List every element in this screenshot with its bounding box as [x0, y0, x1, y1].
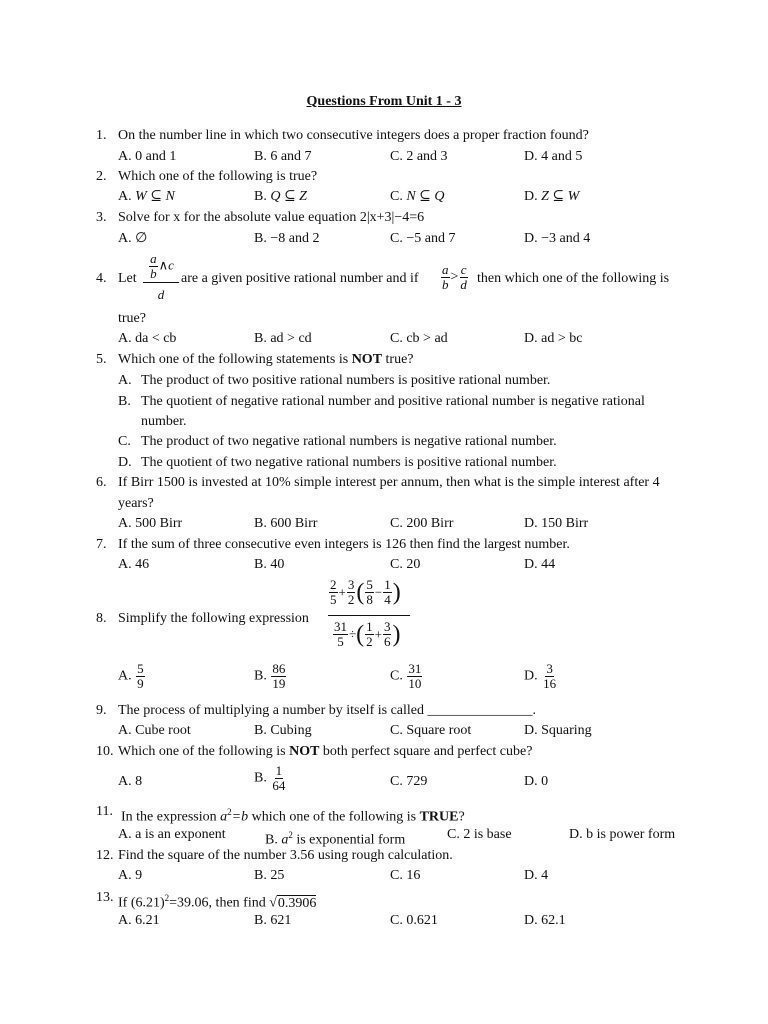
option-d: D. 62.1 [524, 913, 566, 928]
option-a: A. 0 and 1 [118, 149, 177, 164]
option-b: B. Cubing [254, 723, 312, 738]
page-title: Questions From Unit 1 - 3 [306, 94, 462, 109]
main-fraction-bar [328, 615, 410, 616]
frac-num: 3 [546, 661, 553, 676]
radicand: 0.3906 [277, 895, 317, 911]
option-a [118, 188, 175, 206]
option-label: A. [118, 668, 132, 684]
frac-den: 8 [366, 592, 373, 607]
open-paren: ( [356, 621, 365, 648]
fraction [271, 662, 286, 691]
equation: 2|x+3|−4=6 [359, 210, 425, 225]
fraction-c-d [459, 263, 468, 292]
option-c-label: C. [118, 434, 131, 449]
frac-num: 3 [383, 619, 391, 634]
close-paren: ) [392, 579, 401, 606]
option-d: D. −3 and 4 [524, 231, 591, 246]
fraction [271, 764, 286, 793]
question-text [121, 803, 465, 827]
option-d: D. 150 Birr [524, 516, 589, 531]
question-text: The process of multiplying a number by itself is called _______________. [118, 703, 536, 718]
option-a: A. 6.21 [118, 913, 160, 928]
option-c [390, 188, 445, 206]
option-c: C. Square root [390, 723, 472, 738]
frac-den: 10 [408, 676, 422, 691]
option-a [118, 662, 146, 691]
option-d: D. 0 [524, 774, 549, 789]
text-pre: Which one of the following is [118, 744, 290, 759]
exponent: 2 [227, 807, 232, 817]
divide-sign: ÷ [349, 626, 357, 642]
option-text: is exponential form [296, 832, 406, 848]
text-bold: TRUE [419, 809, 459, 825]
text-pre: In the expression [121, 809, 217, 825]
complex-numerator [328, 578, 401, 607]
question-number: 3. [96, 210, 107, 225]
inequality [440, 263, 469, 292]
option-c: C. cb > ad [390, 331, 448, 346]
option-a: A. a is an exponent [118, 827, 226, 842]
frac-den: 6 [383, 634, 391, 649]
question-text: On the number line in which two consecutive integers does a proper fraction found? [118, 128, 589, 143]
option-label: D. [524, 189, 542, 204]
question-number: 1. [96, 128, 107, 143]
fraction [383, 578, 392, 607]
option-label: B. [254, 770, 267, 786]
option-c [390, 662, 423, 691]
option-b-label: B. [118, 394, 131, 409]
question-number: 12. [96, 848, 114, 863]
question-text [118, 209, 424, 227]
option-b: B. 6 and 7 [254, 149, 312, 164]
wedge-c: ∧c [158, 257, 174, 273]
complex-denominator [332, 620, 400, 649]
option-d [524, 662, 558, 691]
question-number: 2. [96, 169, 107, 184]
question-prefix: Solve for x for the absolute value equation [118, 210, 357, 225]
fraction-a-b [441, 263, 450, 292]
math-a: a [281, 832, 289, 848]
option-d-label: D. [118, 455, 132, 470]
question-text-cont: true? [118, 311, 146, 326]
frac-num: c [460, 262, 467, 277]
question-text-cont: years? [118, 496, 154, 511]
option-d [524, 188, 579, 206]
frac-den: 2 [366, 634, 373, 649]
let-word: Let [118, 271, 137, 286]
option-d: D. 4 and 5 [524, 149, 583, 164]
exponent: 2 [288, 830, 293, 840]
option-label: C. [390, 668, 403, 684]
fraction [333, 620, 348, 649]
question-text: If the sum of three consecutive even integers is 126 then find the largest number. [118, 537, 570, 552]
minus-sign: − [374, 584, 383, 600]
gt-sign: > [450, 269, 459, 285]
question-text: Simplify the following expression [118, 611, 309, 626]
equation-text: =39.06, then find [169, 895, 266, 911]
option-a: A. ∅ [118, 231, 148, 246]
option-d: D. ad > bc [524, 331, 583, 346]
option-label: A. [118, 189, 136, 204]
option-a: A. da < cb [118, 331, 177, 346]
question-number: 13. [96, 890, 114, 905]
option-a: A. 9 [118, 868, 143, 883]
option-b: B. −8 and 2 [254, 231, 320, 246]
frac-den: 4 [384, 592, 391, 607]
text-bold: NOT [289, 744, 320, 759]
option-a: A. 8 [118, 774, 143, 789]
math-eq-b: =b [231, 809, 249, 825]
text-post: both perfect square and perfect cube? [319, 744, 533, 759]
question-text [118, 743, 532, 761]
compound-denominator: d [157, 287, 165, 302]
option-label: C. [390, 189, 407, 204]
frac-den: d [460, 277, 467, 292]
inner-num: a [150, 251, 157, 266]
text-pre: If [118, 895, 128, 911]
option-label: D. [524, 668, 538, 684]
close-paren: ) [392, 621, 401, 648]
option-c: C. 200 Birr [390, 516, 454, 531]
frac-den: 16 [543, 676, 557, 691]
exponent: 2 [164, 893, 170, 903]
option-label: B. [254, 189, 271, 204]
question-text: Which one of the following is true? [118, 169, 318, 184]
frac-num: 5 [366, 577, 373, 592]
text-post: which one of the following is [251, 809, 417, 825]
option-b: The quotient of negative rational number and positive rational number is negative rational [141, 394, 645, 409]
option-b: B. 40 [254, 557, 285, 572]
option-label: B. [265, 832, 278, 848]
option-math: Z ⊆ W [541, 189, 580, 204]
frac-den: b [442, 277, 449, 292]
frac-num: 5 [137, 661, 144, 676]
question-number: 11. [96, 804, 113, 819]
option-c: The product of two negative rational numbers is negative rational number. [141, 434, 557, 449]
frac-num: 3 [347, 577, 355, 592]
frac-den: 5 [337, 634, 344, 649]
fraction [407, 662, 422, 691]
frac-num: a [442, 262, 449, 277]
compound-numerator [143, 252, 179, 283]
option-a: The product of two positive rational numbers is positive rational number. [141, 373, 551, 388]
open-paren: ( [356, 579, 365, 606]
question-number: 5. [96, 352, 107, 367]
option-a: A. Cube root [118, 723, 191, 738]
question-number: 8. [96, 611, 107, 626]
option-d: D. 44 [524, 557, 556, 572]
fraction [329, 578, 338, 607]
question-number: 4. [96, 271, 107, 286]
plus-sign: + [338, 584, 346, 600]
option-a: A. 500 Birr [118, 516, 183, 531]
question-number: 6. [96, 475, 107, 490]
option-a: A. 46 [118, 557, 150, 572]
option-c: C. 2 is base [447, 827, 512, 842]
frac-den: 5 [330, 592, 337, 607]
frac-num: 31 [334, 619, 347, 634]
base: (6.21) [130, 895, 165, 911]
option-c: C. 20 [390, 557, 421, 572]
sqrt-sign: √ [269, 895, 277, 911]
frac-num: 1 [366, 619, 373, 634]
option-math: Q ⊆ Z [270, 189, 307, 204]
option-d: D. b is power form [569, 827, 676, 842]
frac-den: 9 [137, 676, 144, 691]
question-mark: ? [458, 809, 465, 825]
text-pre: Which one of the following statements is [118, 352, 352, 367]
option-b-cont: number. [141, 414, 187, 429]
option-b [254, 662, 287, 691]
fraction [542, 662, 557, 691]
option-d: The quotient of two negative rational numbers is positive rational number. [141, 455, 557, 470]
frac-num: 1 [384, 577, 391, 592]
frac-den: 2 [347, 592, 355, 607]
fraction [383, 620, 392, 649]
fraction [365, 578, 374, 607]
inner-den: b [150, 266, 157, 281]
inner-fraction [149, 252, 158, 281]
frac-den: 64 [272, 778, 286, 793]
frac-num: 1 [275, 763, 283, 778]
fraction [136, 662, 145, 691]
question-number: 9. [96, 703, 107, 718]
option-math: N ⊆ Q [406, 189, 445, 204]
frac-num: 31 [408, 661, 422, 676]
option-c: C. 16 [390, 868, 421, 883]
option-d: D. Squaring [524, 723, 592, 738]
question-number: 7. [96, 537, 107, 552]
question-number: 10. [96, 744, 114, 759]
option-math: W ⊆ N [135, 189, 175, 204]
option-c: C. 0.621 [390, 913, 438, 928]
plus-sign: + [374, 626, 382, 642]
option-c: C. −5 and 7 [390, 231, 456, 246]
question-text: Find the square of the number 3.56 using rough calculation. [118, 848, 453, 863]
frac-den: 19 [272, 676, 286, 691]
compound-fraction [143, 252, 179, 302]
question-text: If Birr 1500 is invested at 10% simple interest per annum, then what is the simple interest after 4 [118, 475, 660, 490]
question-text-tail: then which one of the following is [477, 271, 670, 286]
option-c: C. 729 [390, 774, 428, 789]
option-b [254, 188, 307, 206]
option-d: D. 4 [524, 868, 549, 883]
frac-num: 86 [272, 661, 286, 676]
text-post: true? [382, 352, 414, 367]
option-b: B. ad > cd [254, 331, 312, 346]
option-b: B. 621 [254, 913, 292, 928]
question-text [118, 351, 414, 369]
option-a-label: A. [118, 373, 132, 388]
option-c: C. 2 and 3 [390, 149, 448, 164]
frac-num: 2 [330, 577, 337, 592]
option-label: B. [254, 668, 267, 684]
fraction [347, 578, 356, 607]
question-text: are a given positive rational number and if [181, 271, 419, 286]
fraction [365, 620, 374, 649]
math-a: a [220, 809, 228, 825]
option-b: B. 600 Birr [254, 516, 318, 531]
option-b [254, 764, 287, 793]
question-text [118, 889, 316, 913]
option-b: B. 25 [254, 868, 285, 883]
text-bold: NOT [351, 352, 383, 367]
